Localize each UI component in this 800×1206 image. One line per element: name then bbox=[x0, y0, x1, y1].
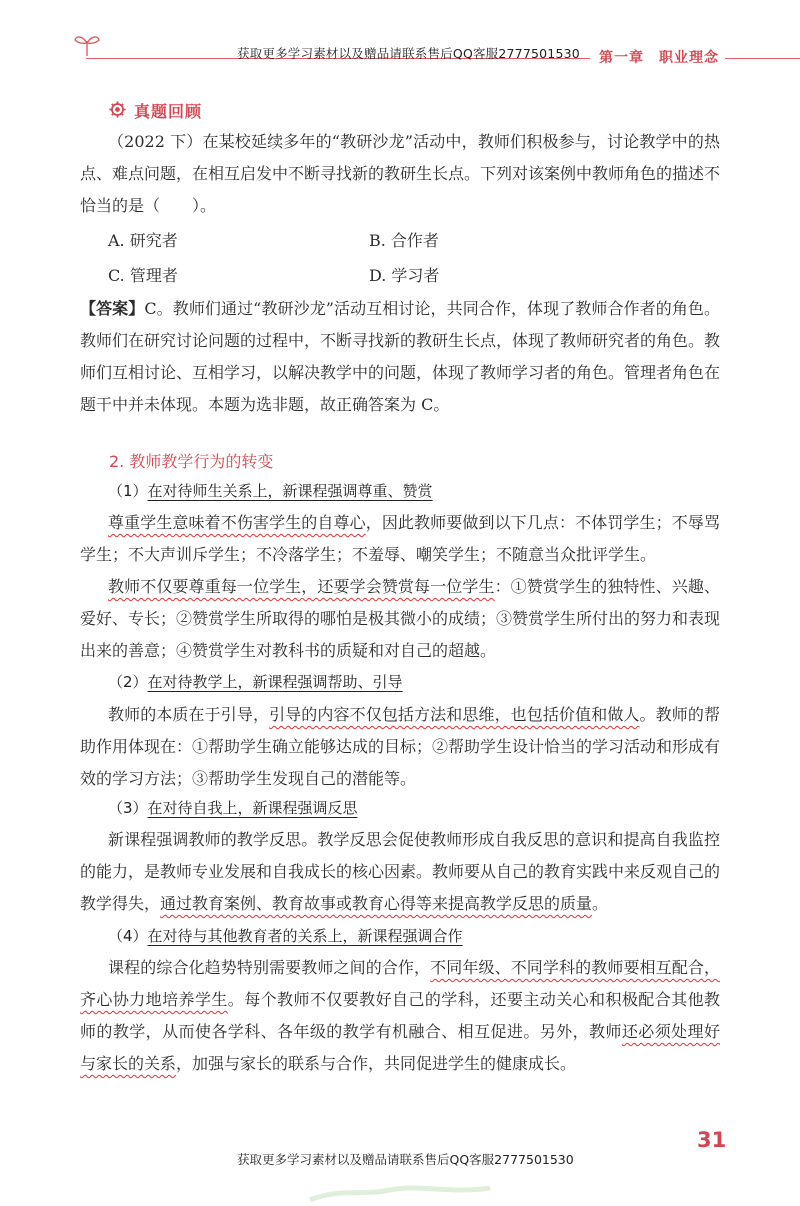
subsection-2-title: 在对待教学上，新课程强调帮助、引导 bbox=[147, 673, 403, 691]
header-note: 获取更多学习素材以及赠品请联系售后QQ客服2777501530 bbox=[237, 46, 580, 61]
page-number: 31 bbox=[697, 1128, 727, 1152]
review-heading: 真题回顾 bbox=[134, 102, 203, 121]
subsection-2-paragraph bbox=[80, 699, 720, 795]
answer-paragraph bbox=[80, 293, 720, 421]
paragraph-text: 课程的综合化趋势特别需要教师之间的合作， bbox=[108, 958, 431, 977]
subsection-2-number: （2） bbox=[108, 673, 148, 691]
review-question: （2022 下）在某校延续多年的“教研沙龙”活动中，教师们积极参与，讨论教学中的热点、难点问题，在相互启发中不断寻找新的教研生长点。下列对该案例中教师角色的描述不恰当的是（ ）。 bbox=[80, 132, 721, 215]
option-d: D. 学习者 bbox=[369, 266, 440, 285]
paragraph-text: 。每个教师不仅要教好自己的学科，还要主动关心和积极配合其他教师的教学，从而使各学科、各年级的教学有机融合、相互促进。另外，教师 bbox=[80, 990, 720, 1041]
marked-phrase: 还必须处理好与家长的关系 bbox=[80, 1022, 720, 1073]
gear-icon bbox=[109, 101, 126, 118]
subsection-3-heading bbox=[108, 797, 358, 818]
chapter-title: 第一章 职业理念 bbox=[599, 50, 719, 66]
subsection-1-paragraph-2 bbox=[80, 571, 720, 667]
subsection-3-paragraph bbox=[80, 824, 720, 920]
paragraph-text: ，因此教师要做到以下几点：不体罚学生；不辱骂学生；不大声训斥学生；不冷落学生；不羞辱、嘲笑学生；不随意当众批评学生。 bbox=[80, 513, 720, 564]
footer-decoration bbox=[300, 1180, 500, 1202]
subsection-1-title: 在对待师生关系上，新课程强调尊重、赞赏 bbox=[147, 482, 433, 500]
subsection-3-title: 在对待自我上，新课程强调反思 bbox=[147, 799, 358, 817]
subsection-3-number: （3） bbox=[108, 799, 148, 817]
footer-note: 获取更多学习素材以及赠品请联系售后QQ客服2777501530 bbox=[237, 1152, 574, 1167]
marked-phrase: 尊重学生意味着不伤害学生的自尊心 bbox=[108, 513, 366, 532]
marked-phrase: 引导的内容不仅包括方法和思维，也包括价值和做人 bbox=[269, 705, 640, 724]
subsection-1-heading bbox=[108, 480, 433, 501]
marked-phrase: 不同年级、不同学科的教师要相互配合，齐心协力地培养学生 bbox=[80, 958, 720, 1009]
paragraph-text: ：①赞赏学生的独特性、兴趣、爱好、专长；②赞赏学生所取得的哪怕是极其微小的成绩；③赞赏学生所付出的努力和表现出来的善意；④赞赏学生对教科书的质疑和对自己的超越。 bbox=[80, 577, 721, 660]
option-b: B. 合作者 bbox=[369, 231, 439, 250]
subsection-1-number: （1） bbox=[108, 482, 148, 500]
paragraph-text: 教师的本质在于引导， bbox=[108, 705, 270, 724]
answer-text: C。教师们通过“教研沙龙”活动互相讨论，共同合作，体现了教师合作者的角色。教师们在研究讨论问题的过程中，不断寻找新的教研生长点，体现了教师研究者的角色。教师们互相讨论、互相学习，以解决教学中的问题，体现了教师学习者的角色。管理者角色在题干中并未体现。本题为选非题，故正确答案为 C。 bbox=[80, 299, 721, 414]
paragraph-text: 。教师的帮助作用体现在：①帮助学生确立能够达成的目标；②帮助学生设计恰当的学习活动和形成有效的学习方法；③帮助学生发现自己的潜能等。 bbox=[80, 705, 721, 788]
leaf-icon bbox=[72, 31, 102, 57]
option-a: A. 研究者 bbox=[108, 231, 178, 250]
subsection-1-paragraph-1 bbox=[80, 507, 720, 571]
marked-phrase: 教师不仅要尊重每一位学生，还要学会赞赏每一位学生 bbox=[108, 577, 495, 596]
marked-phrase: 通过教育案例、教育故事或教育心得等来提高教学反思的质量 bbox=[160, 894, 593, 913]
subsection-4-heading bbox=[108, 925, 463, 946]
section-title: 2. 教师教学行为的转变 bbox=[109, 452, 274, 471]
subsection-4-paragraph bbox=[80, 952, 720, 1080]
subsection-4-title: 在对待与其他教育者的关系上，新课程强调合作 bbox=[147, 927, 463, 945]
subsection-4-number: （4） bbox=[108, 927, 148, 945]
answer-label: 【答案】 bbox=[80, 299, 145, 318]
paragraph-text: 。 bbox=[592, 894, 609, 913]
paragraph-text: ，加强与家长的联系与合作，共同促进学生的健康成长。 bbox=[176, 1054, 577, 1073]
header-divider-right bbox=[725, 58, 800, 59]
option-c: C. 管理者 bbox=[108, 266, 178, 285]
subsection-2-heading bbox=[108, 671, 403, 692]
paragraph-text: 新课程强调教师的教学反思。教学反思会促使教师形成自我反思的意识和提高自我监控的能力，是教师专业发展和自我成长的核心因素。教师要从自己的教育实践中来反观自己的教学得失， bbox=[80, 830, 721, 913]
